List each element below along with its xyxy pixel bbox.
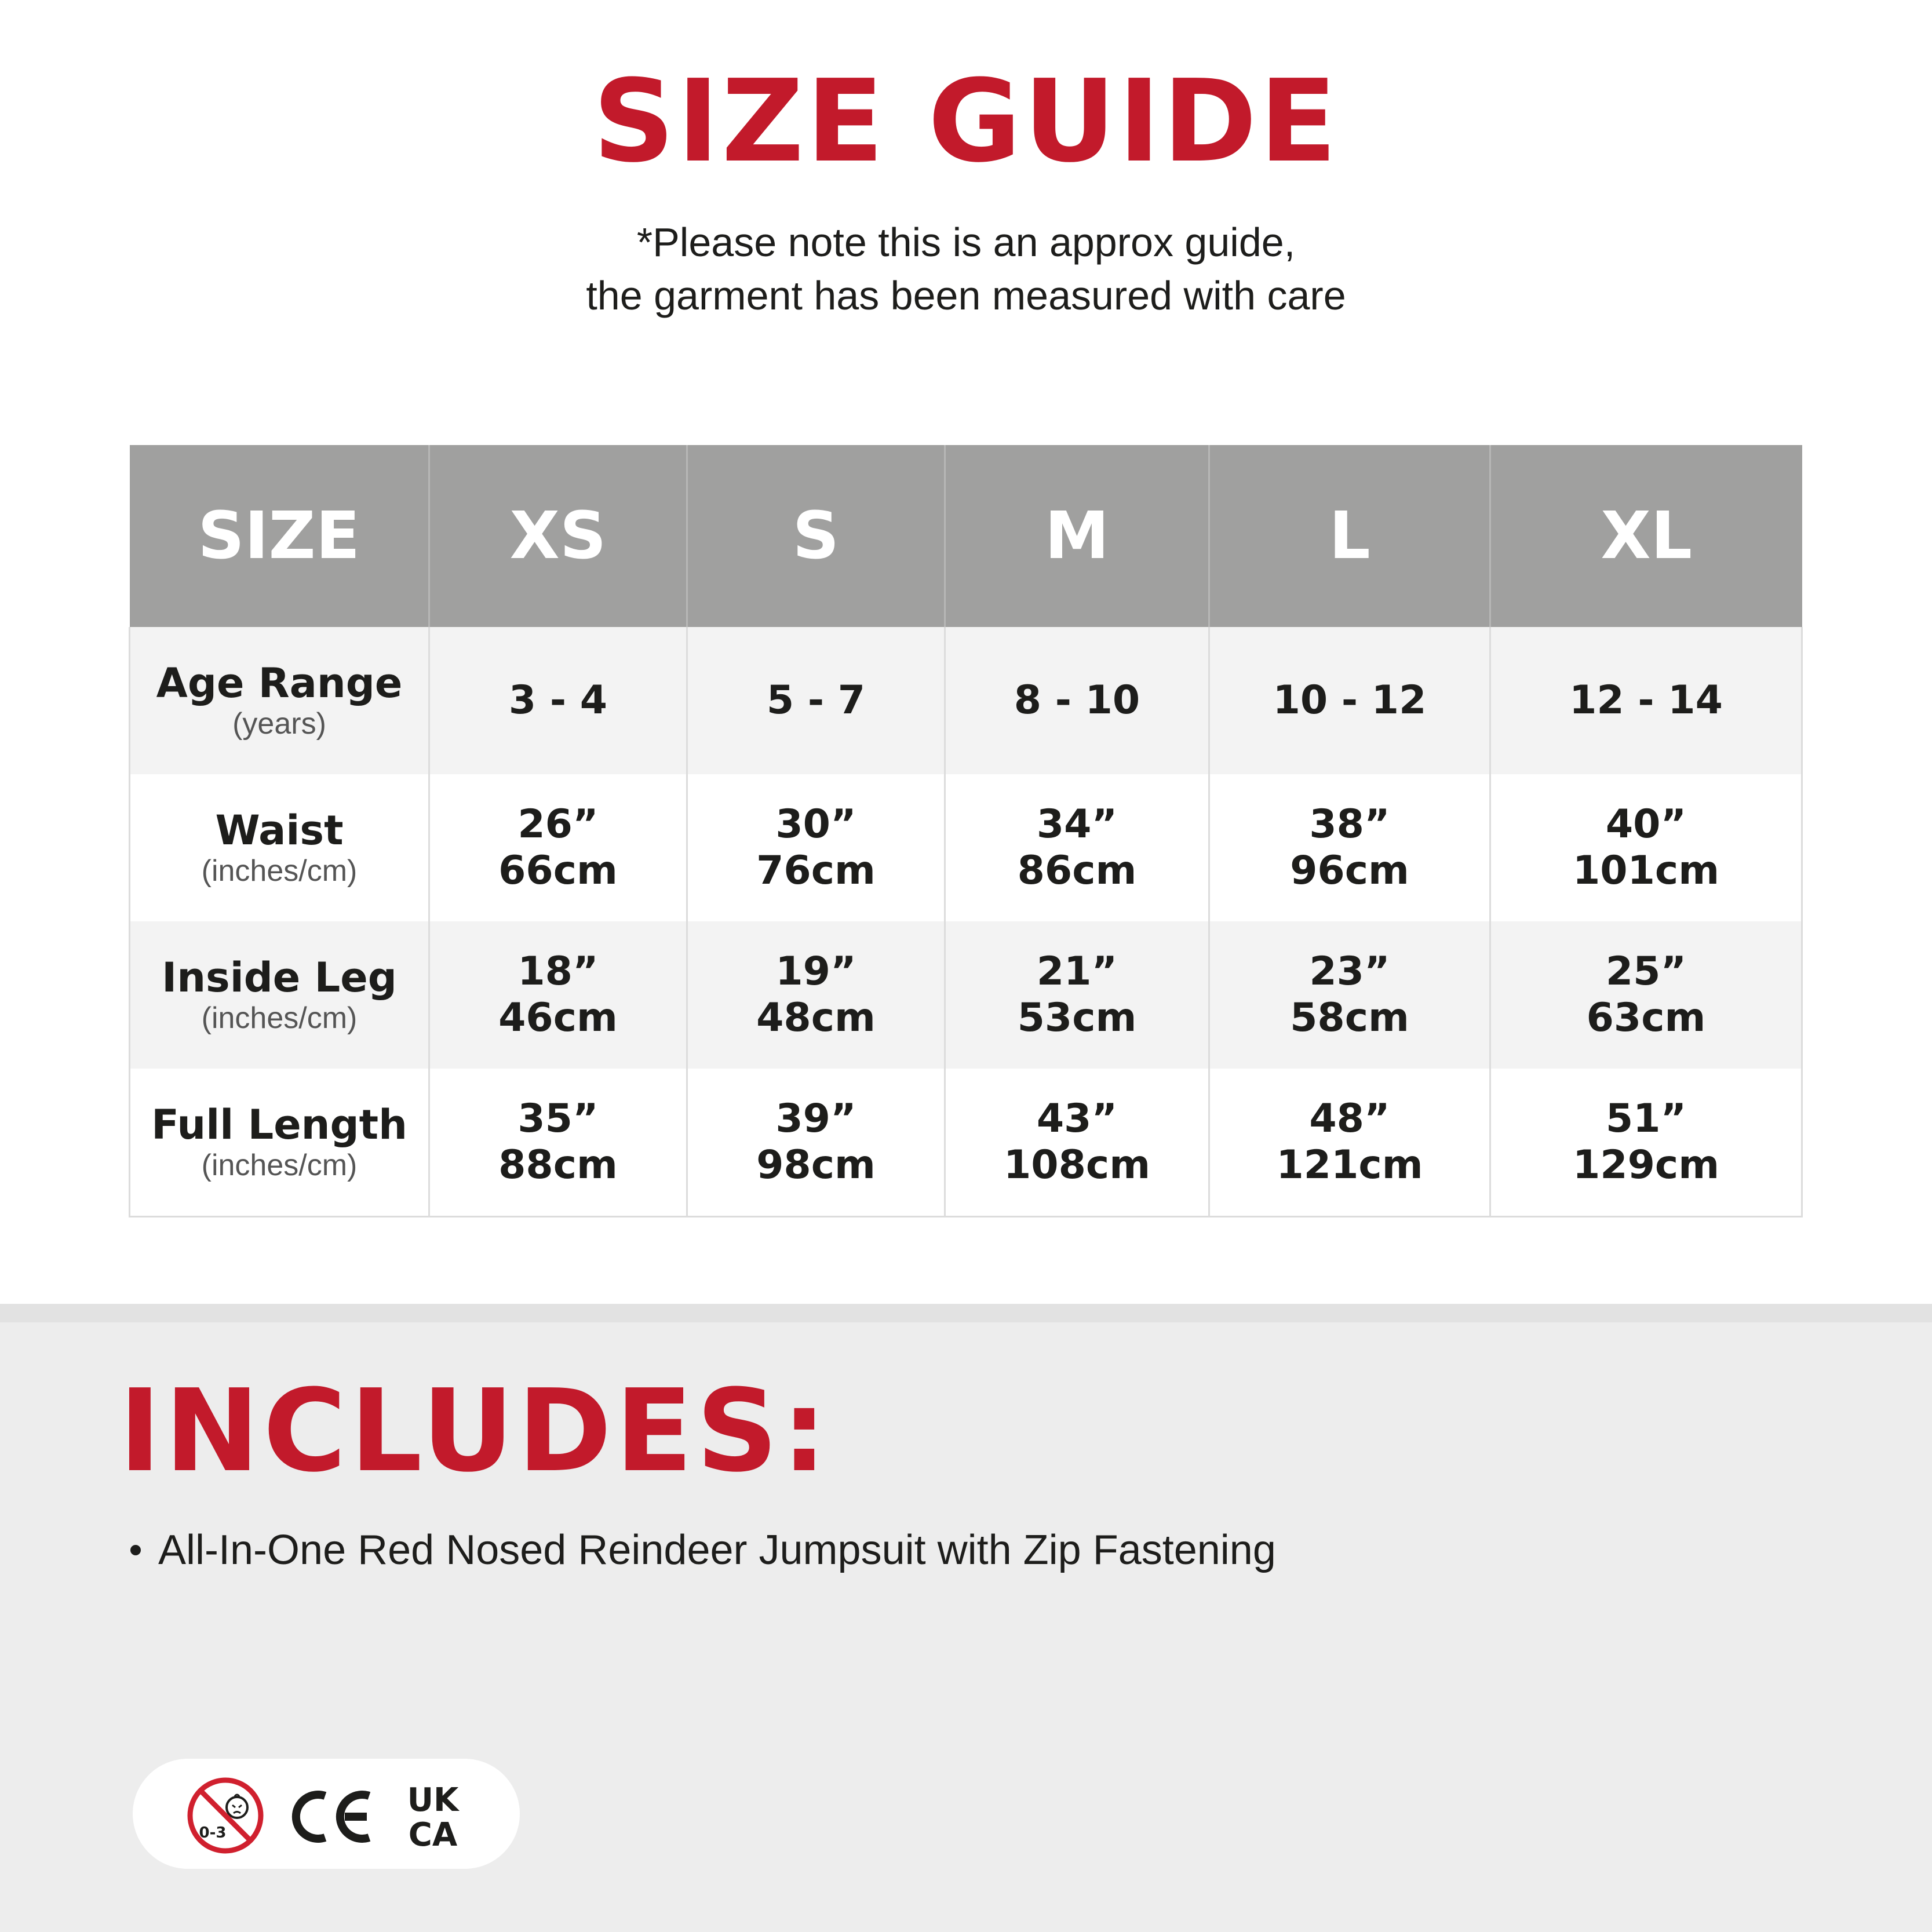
cell-inches: 34” (1036, 801, 1118, 847)
cell-value: 3 - 4 (508, 677, 608, 723)
row-unit: (years) (232, 707, 326, 741)
header-size: SIZE (130, 445, 429, 627)
bullet-icon (130, 1545, 141, 1555)
cell-cm: 98cm (756, 1142, 876, 1188)
cell-value: 5 - 7 (766, 677, 866, 723)
table-row-age-range (130, 627, 1802, 774)
cell-inches: 40” (1605, 801, 1687, 847)
table-cell (687, 921, 945, 1069)
cell-inches: 48” (1309, 1096, 1390, 1142)
table-cell (1209, 1069, 1490, 1217)
row-header (130, 774, 429, 921)
cell-inches: 30” (775, 801, 856, 847)
table-cell (1209, 627, 1490, 774)
cell-cm: 129cm (1572, 1142, 1720, 1188)
age-warning-text: 0-3 (199, 1824, 227, 1842)
table-cell (945, 627, 1209, 774)
table-cell (429, 1069, 687, 1217)
table-cell (687, 774, 945, 921)
cell-inches: 18” (517, 949, 599, 994)
cell-value: 10 - 12 (1273, 677, 1427, 723)
table-cell (1490, 1069, 1802, 1217)
table-cell (945, 921, 1209, 1069)
row-header (130, 1069, 429, 1217)
cell-cm: 58cm (1290, 995, 1409, 1041)
table-cell (1490, 774, 1802, 921)
cell-cm: 86cm (1017, 848, 1137, 894)
cell-inches: 35” (517, 1096, 599, 1142)
age-warning-icon (186, 1776, 265, 1855)
table-cell (1490, 627, 1802, 774)
ukca-line-1: UK (407, 1781, 459, 1819)
row-label: Full Length (151, 1101, 407, 1149)
cell-cm: 96cm (1290, 848, 1409, 894)
row-header (130, 627, 429, 774)
table-cell (687, 1069, 945, 1217)
panel-divider (0, 1304, 1932, 1322)
header-xl: XL (1490, 445, 1802, 627)
header-l: L (1209, 445, 1490, 627)
cell-cm: 63cm (1586, 995, 1706, 1041)
page-title: SIZE GUIDE (593, 56, 1339, 188)
cell-inches: 21” (1036, 949, 1118, 994)
note-line-1: *Please note this is an approx guide, (636, 220, 1296, 265)
cell-cm: 66cm (498, 848, 618, 894)
row-unit: (inches/cm) (201, 1149, 358, 1182)
cell-inches: 26” (517, 801, 599, 847)
cell-inches: 51” (1605, 1096, 1687, 1142)
list-item (130, 1521, 1276, 1579)
table-cell (1209, 774, 1490, 921)
cell-cm: 46cm (498, 995, 618, 1041)
cell-inches: 23” (1309, 949, 1390, 994)
table-cell (1209, 921, 1490, 1069)
cell-inches: 38” (1309, 801, 1390, 847)
row-label: Waist (215, 807, 344, 854)
ukca-mark-icon (398, 1781, 468, 1850)
cell-cm: 76cm (756, 848, 876, 894)
table-row-waist (130, 774, 1802, 921)
cell-inches: 39” (775, 1096, 856, 1142)
cell-cm: 48cm (756, 995, 876, 1041)
table-cell (1490, 921, 1802, 1069)
row-label: Age Range (156, 659, 403, 707)
table-cell (429, 921, 687, 1069)
includes-list (130, 1521, 1276, 1579)
table-cell (945, 774, 1209, 921)
table-cell (687, 627, 945, 774)
includes-title: INCLUDES: (119, 1365, 830, 1497)
cell-value: 12 - 14 (1569, 677, 1723, 723)
header-row (130, 445, 1802, 627)
header-xs: XS (429, 445, 687, 627)
certification-badges (133, 1759, 520, 1869)
cell-inches: 25” (1605, 949, 1687, 994)
row-header (130, 921, 429, 1069)
note-line-2: the garment has been measured with care (586, 273, 1346, 318)
list-item-text: All-In-One Red Nosed Reindeer Jumpsuit with Zip Fastening (158, 1527, 1276, 1573)
row-unit: (inches/cm) (201, 1001, 358, 1035)
cell-value: 8 - 10 (1014, 677, 1140, 723)
row-label: Inside Leg (162, 954, 397, 1001)
table-cell (945, 1069, 1209, 1217)
cell-cm: 121cm (1276, 1142, 1423, 1188)
row-unit: (inches/cm) (201, 854, 358, 888)
table-row-full-length (130, 1069, 1802, 1217)
cell-inches: 19” (775, 949, 856, 994)
header-m: M (945, 445, 1209, 627)
cell-cm: 53cm (1017, 995, 1137, 1041)
size-table (129, 445, 1803, 1217)
cell-cm: 108cm (1003, 1142, 1151, 1188)
cell-cm: 88cm (498, 1142, 618, 1188)
ce-mark-icon (289, 1788, 376, 1846)
ukca-line-2: CA (408, 1816, 458, 1850)
table-cell (429, 627, 687, 774)
disclaimer-note (0, 216, 1932, 322)
table-cell (429, 774, 687, 921)
table-row-inside-leg (130, 921, 1802, 1069)
header-s: S (687, 445, 945, 627)
cell-cm: 101cm (1572, 848, 1720, 894)
cell-inches: 43” (1036, 1096, 1118, 1142)
